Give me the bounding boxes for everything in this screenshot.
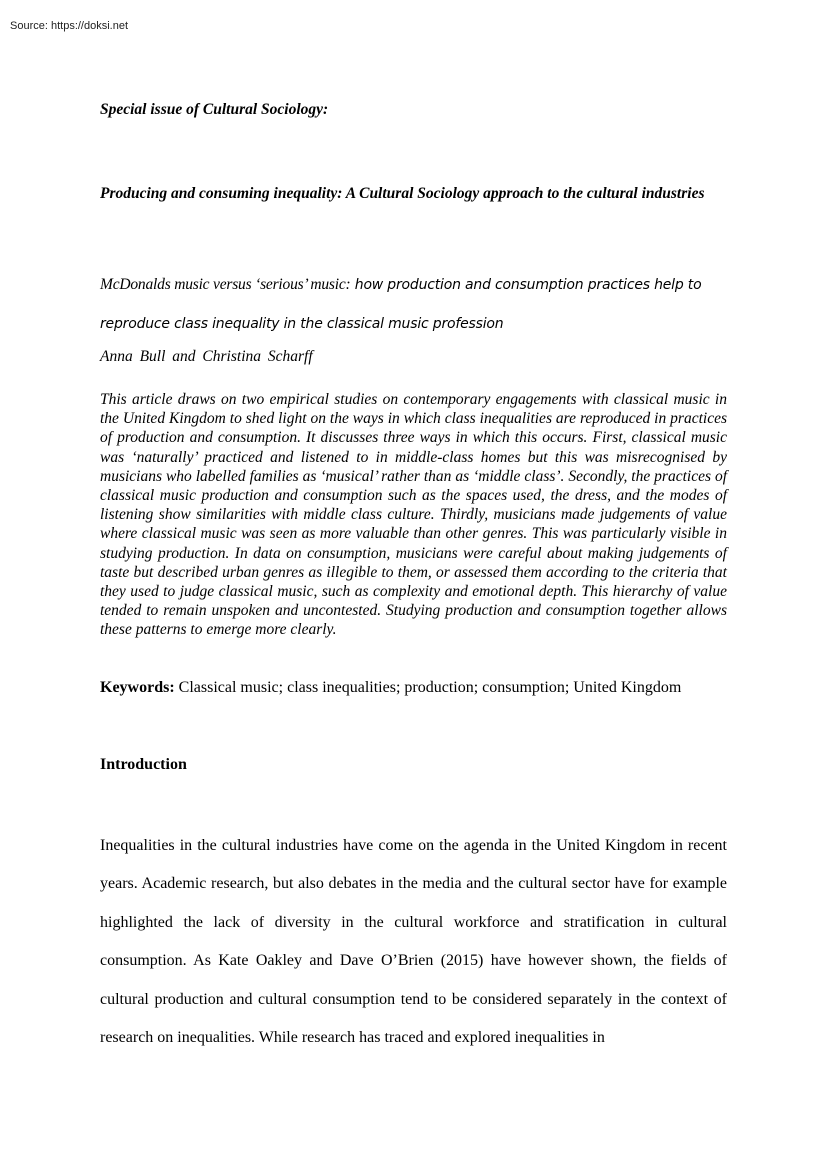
source-note: Source: https://doksi.net xyxy=(10,20,129,32)
document-page xyxy=(100,99,727,1058)
keywords-label: Keywords: xyxy=(100,678,175,696)
section-heading-introduction: Introduction xyxy=(100,755,187,773)
introduction-paragraph: Inequalities in the cultural industries have come on the agenda in the United Kingdom in recent years. Academic research, but also debates in the media and the cultural sector have for example highlighted the lack of diversity in the cultural workforce and stratification in cultural consumption. As Kate Oakley and Dave O’Brien (2015) have however shown, the fields of cultural production and cultural consumption tend to be considered separately in the context of research on inequalities. While research has traced and explored inequalities in xyxy=(100,836,727,1047)
abstract: This article draws on two empirical studies on contemporary engagements with classical music in the United Kingdom to shed light on the ways in which class inequalities are reproduced in practices of production and consumption. It discusses three ways in which this occurs. First, classical music was ‘naturally’ practiced and listened to in middle-class homes but this was misrecognised by musicians who labelled families as ‘musical’ rather than as ‘middle class’. Secondly, the practices of classical music production and consumption such as the spaces used, the dress, and the modes of listening show similarities with middle class culture. Thirdly, musicians made judgements of value where classical music was seen as more valuable than other genres. This was particularly visible in studying production. In data on consumption, musicians were careful about making judgements of taste but described urban genres as illegible to them, or assessed them according to the criteria that they used to judge classical music, such as complexity and emotional depth. This hierarchy of value tended to remain unspoken and uncontested. Studying production and consumption together allows these patterns to emerge more clearly. xyxy=(100,391,727,639)
issue-title: Producing and consuming inequality: A Cultural Sociology approach to the cultural industries xyxy=(100,185,705,202)
article-title-rest: how production and consumption practices help to reproduce class inequality in the classical music profession xyxy=(100,277,702,332)
special-issue-label: Special issue of Cultural Sociology: xyxy=(100,101,329,118)
authors: Anna Bull and Christina Scharff xyxy=(100,348,313,365)
article-title xyxy=(100,265,727,344)
keywords-text: Classical music; class inequalities; production; consumption; United Kingdom xyxy=(174,678,682,696)
keywords xyxy=(100,677,727,699)
article-title-lead: McDonalds music versus ‘serious’ music: xyxy=(100,276,351,293)
